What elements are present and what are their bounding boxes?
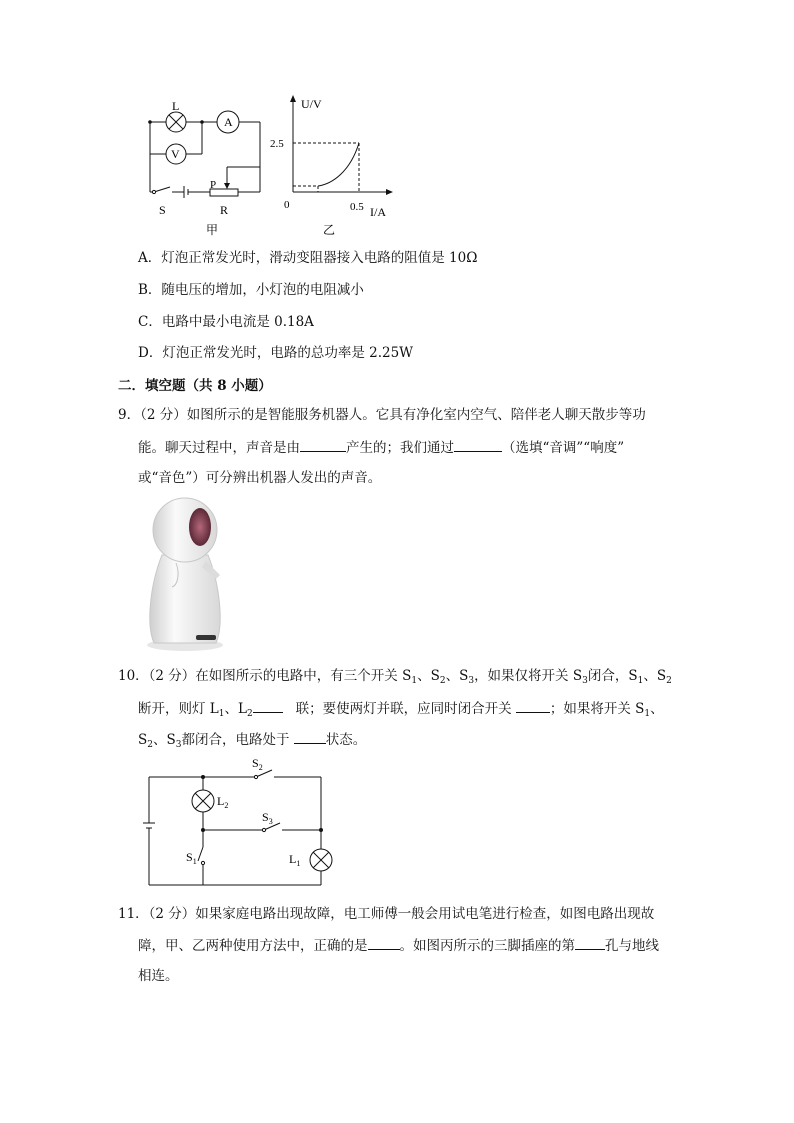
q9-line2 [138, 437, 624, 458]
figure-caption-jia: 甲 [206, 223, 219, 237]
q9-text-a: 能。聊天过程中，声音是由 [138, 440, 300, 456]
label-S: S [159, 203, 166, 217]
switch-s1-label: $S_1$ [186, 850, 197, 866]
voltmeter-label: V [171, 147, 180, 161]
x-tick-label: 0.5 [350, 201, 364, 213]
label-L: L [172, 99, 180, 113]
circuit-diagram-jia [140, 92, 270, 242]
switch-s2-label: $S_2$ [252, 756, 263, 772]
figure-caption-yi: 乙 [323, 223, 336, 237]
q10-line2: 断开，则灯 $L_1$、$L_2$ 联；要使两灯并联，应同时闭合开关 ；如果将开关 $S_1$、 [138, 698, 664, 724]
label-P: P [210, 179, 217, 191]
q9-line3: 或“音色”）可分辨出机器人发出的声音。 [138, 470, 382, 486]
q8-option-d: D．灯泡正常发光时，电路的总功率是 2.25W [138, 345, 414, 361]
section-heading: 二．填空题（共 8 小题） [118, 378, 272, 394]
y-tick-label: 2.5 [270, 138, 284, 150]
y-axis-label: U/V [301, 97, 322, 111]
label-R: R [220, 203, 229, 217]
q9-text-c: （选填“音调”“响度” [502, 440, 625, 456]
ammeter-label: A [224, 115, 233, 129]
q11-line3: 相连。 [138, 968, 179, 984]
q10-line1: 10．（2 分）在如图所示的电路中，有三个开关 $S_1$、$S_2$、$S_3$，如果仅将开关 $S_3$闭合，$S_1$、$S_2$ [118, 668, 672, 686]
lamp-l1-label: $L_1$ [289, 852, 301, 868]
q11-blank-2[interactable] [575, 935, 605, 950]
q8-option-c: C．电路中最小电流是 0.18A [138, 314, 314, 330]
q11-blank-1[interactable] [368, 935, 400, 950]
q11-line2: 障，甲、乙两种使用方法中，正确的是 。如图丙所示的三脚插座的第 孔与地线 [138, 935, 659, 956]
q9-line1: 9．（2 分）如图所示的是智能服务机器人。它具有净化室内空气、陪伴老人聊天散步等功 [118, 407, 646, 423]
x-axis-label: I/A [370, 205, 386, 219]
switch-s3-label: $S_3$ [262, 810, 273, 826]
q9-blank-1[interactable] [300, 437, 346, 452]
q10-line3: $S_2$、$S_3$都闭合，电路处于 状态。 [138, 729, 366, 755]
ui-graph-yi [270, 92, 400, 242]
q10-blank-3[interactable] [294, 729, 326, 744]
origin-label: 0 [284, 199, 290, 211]
q11-line1: 11．（2 分）如果家庭电路出现故障，电工师傅一般会用试电笔进行检查，如图电路出现故 [118, 906, 655, 922]
q10-blank-1[interactable] [253, 698, 283, 713]
q8-option-a: A．灯泡正常发光时，滑动变阻器接入电路的阻值是 10Ω [138, 250, 478, 266]
lamp-l2-label: $L_2$ [217, 794, 229, 810]
q8-option-b: B．随电压的增加，小灯泡的电阻减小 [138, 282, 364, 298]
circuit-diagram-q10 [140, 755, 340, 895]
robot-image [140, 495, 230, 655]
q9-blank-2[interactable] [454, 437, 502, 452]
q10-blank-2[interactable] [516, 698, 550, 713]
ui-curve [318, 143, 359, 186]
q9-text-b: 产生的；我们通过 [346, 440, 454, 456]
